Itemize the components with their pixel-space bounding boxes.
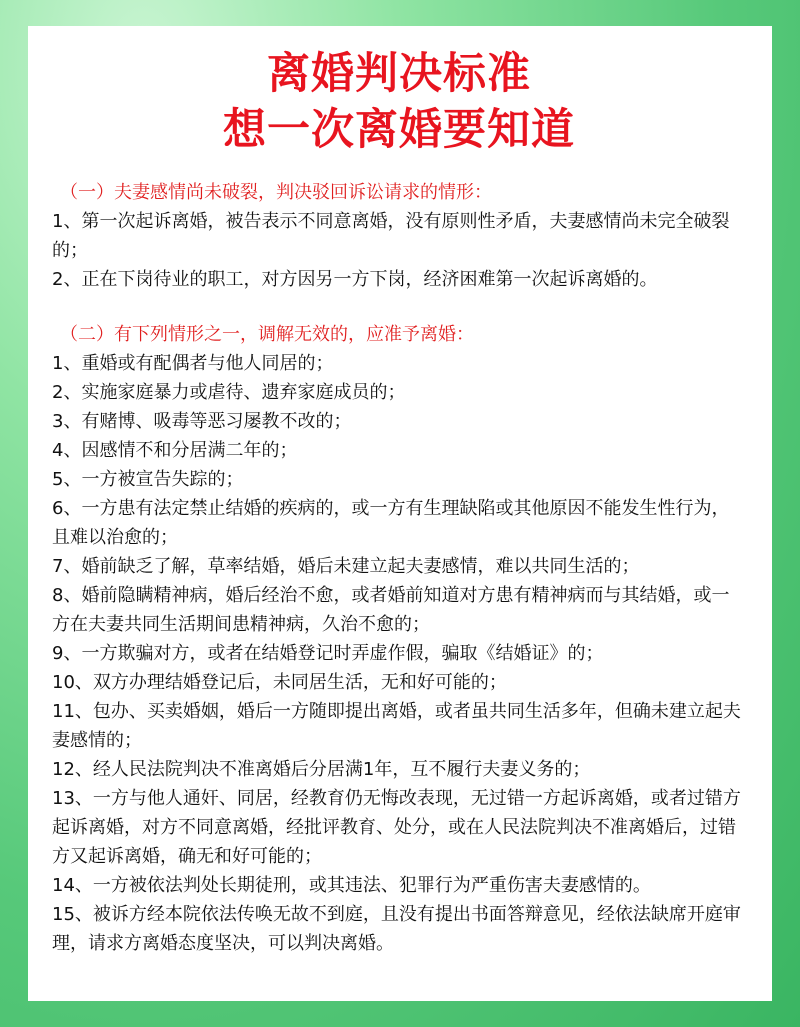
list-item: 3、有赌博、吸毒等恶习屡教不改的； — [52, 411, 352, 432]
list-item: 5、一方被宣告失踪的； — [52, 469, 244, 490]
list-item: 13、一方与他人通奸、同居，经教育仍无悔改表现，无过错一方起诉离婚，或者过错方起诉离婚，对方不同意离婚，经批评教育、处分，或在人民法院判决不准离婚后，过错方又起诉离婚，确无和好可能的； — [52, 788, 741, 867]
list-item: 1、重婚或有配偶者与他人同居的； — [52, 353, 334, 374]
list-item: 2、正在下岗待业的职工，对方因另一方下岗，经济困难第一次起诉离婚的。 — [52, 269, 658, 290]
section-divider — [52, 294, 746, 320]
section-2-list — [52, 349, 746, 958]
list-item: 1、第一次起诉离婚，被告表示不同意离婚，没有原则性矛盾，夫妻感情尚未完全破裂的； — [52, 211, 730, 261]
list-item: 6、一方患有法定禁止结婚的疾病的，或一方有生理缺陷或其他原因不能发生性行为，且难以治愈的； — [52, 498, 730, 548]
list-item: 9、一方欺骗对方，或者在结婚登记时弄虚作假，骗取《结婚证》的； — [52, 643, 604, 664]
list-item: 4、因感情不和分居满二年的； — [52, 440, 298, 461]
list-item: 11、包办、买卖婚姻，婚后一方随即提出离婚，或者虽共同生活多年，但确未建立起夫妻感情的； — [52, 701, 741, 751]
list-item: 10、双方办理结婚登记后，未同居生活，无和好可能的； — [52, 672, 507, 693]
list-item: 8、婚前隐瞒精神病，婚后经治不愈，或者婚前知道对方患有精神病而与其结婚，或一方在夫妻共同生活期间患精神病，久治不愈的； — [52, 585, 730, 635]
list-item: 7、婚前缺乏了解，草率结婚，婚后未建立起夫妻感情，难以共同生活的； — [52, 556, 640, 577]
section-1-heading: （一）夫妻感情尚未破裂，判决驳回诉讼请求的情形： — [60, 182, 492, 203]
document-card — [28, 26, 772, 1001]
title-line-2: 想一次离婚要知道 — [223, 105, 575, 155]
list-item: 15、被诉方经本院依法传唤无故不到庭，且没有提出书面答辩意见，经依法缺席开庭审理，请求方离婚态度坚决，可以判决离婚。 — [52, 904, 741, 954]
section-1-list — [52, 207, 746, 294]
list-item: 2、实施家庭暴力或虐待、遗弃家庭成员的； — [52, 382, 406, 403]
list-item: 12、经人民法院判决不准离婚后分居满1年，互不履行夫妻义务的； — [52, 759, 591, 780]
title-line-1: 离婚判决标准 — [267, 49, 531, 99]
section-2-heading: （二）有下列情形之一，调解无效的，应准予离婚： — [60, 324, 474, 345]
list-item: 14、一方被依法判处长期徒刑，或其违法、犯罪行为严重伤害夫妻感情的。 — [52, 875, 651, 896]
